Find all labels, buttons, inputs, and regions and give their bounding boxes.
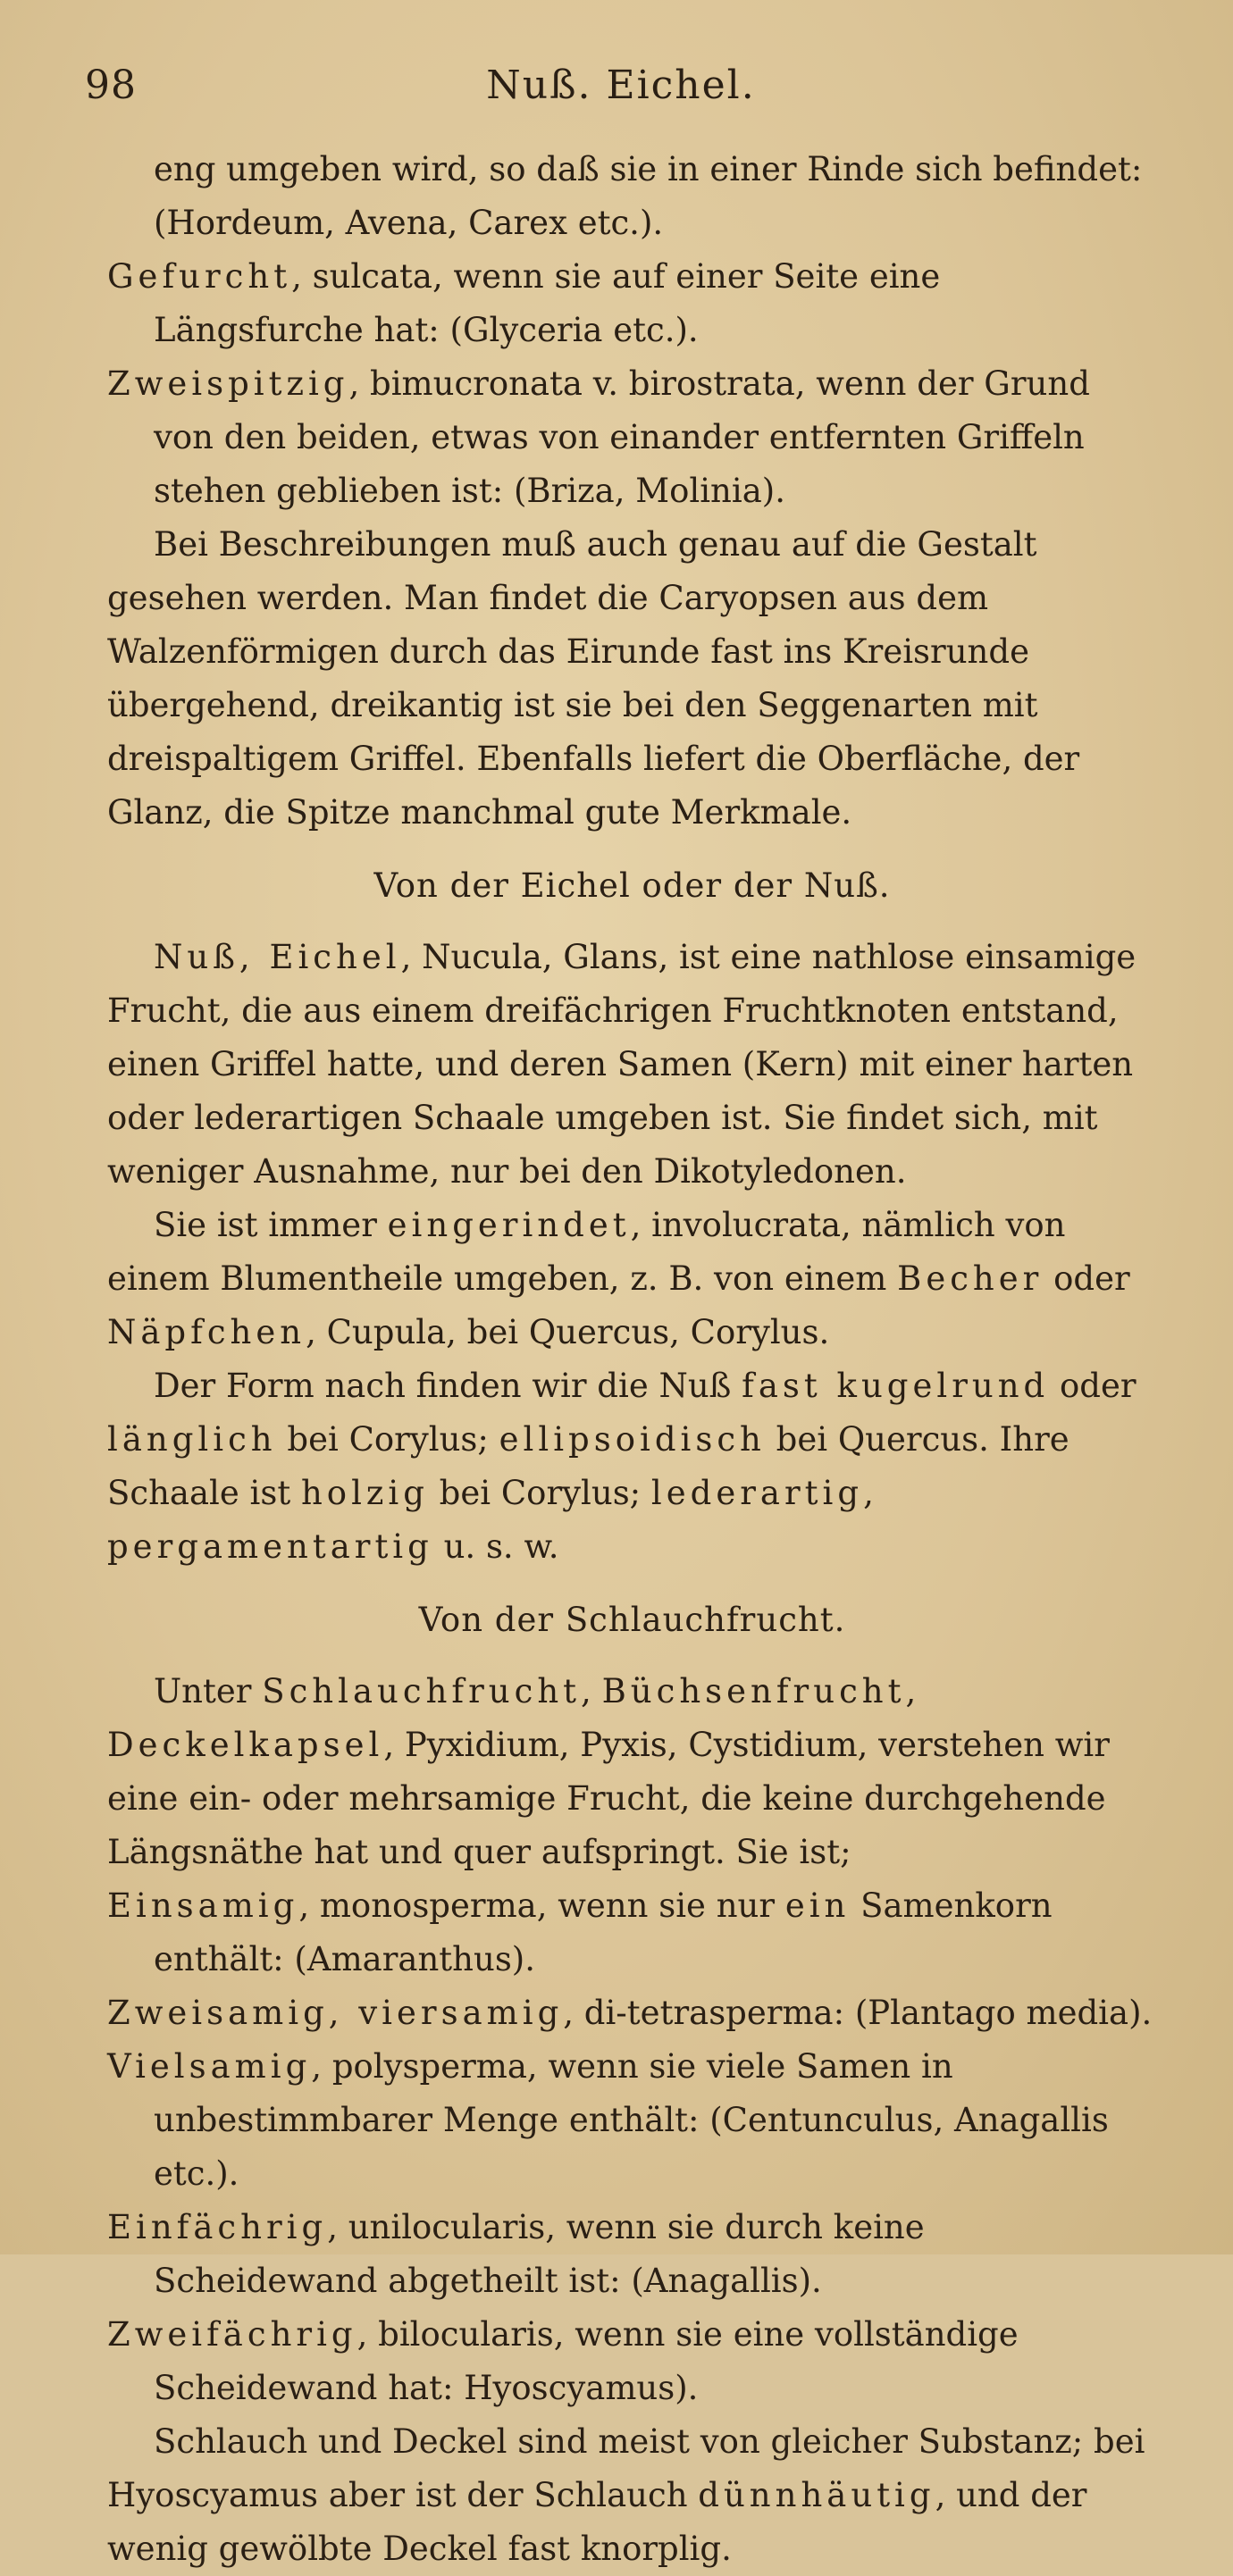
text-fragment: , Pyxidium, Pyxis, Cystidium, verstehen wir eine ein- oder mehrsamige Frucht, die keine durchgehende Längsnäthe hat und quer aufspringt. Sie ist; [107, 1726, 1110, 1871]
text-fragment: bei Corylus; [276, 1420, 499, 1459]
entry-gefurcht-text: , sulcata, wenn sie auf einer Seite eine Längsfurche hat: (Glyceria etc.). [154, 257, 941, 349]
term-deckelkapsel: Deckelkapsel [107, 1726, 384, 1764]
entry-zweispitzig [107, 357, 1157, 518]
entry-zweisamig [107, 1986, 1157, 2040]
paragraph-schlauchfrucht-definition [107, 1665, 1157, 1879]
section-heading-schlauchfrucht: Von der Schlauchfrucht. [418, 1601, 846, 1639]
term-pergamentartig: pergamentartig [107, 1527, 433, 1566]
term-buechsenfrucht: Büchsenfrucht [601, 1672, 906, 1710]
term-laenglich: länglich [107, 1420, 277, 1459]
text-fragment: u. s. w. [432, 1527, 559, 1566]
term-zweispitzig: Zweispitzig [107, 364, 349, 403]
term-lederartig: lederartig [650, 1474, 864, 1512]
text-fragment: Der Form nach finden wir die Nuß [154, 1367, 742, 1405]
text-fragment: Sie ist immer [154, 1206, 388, 1244]
text-fragment: , [863, 1474, 874, 1512]
term-schlauchfrucht: Schlauchfrucht [262, 1672, 582, 1710]
entry-einsamig [107, 1879, 1157, 1986]
text-fragment: , polysperma, wenn sie viele Samen in unbestimmbarer Menge enthält: (Centunculus, Anagallis etc.). [154, 2047, 1109, 2193]
text-fragment: , [581, 1672, 602, 1710]
term-vielsamig: Vielsamig [107, 2047, 312, 2086]
text-fragment: Schlauch und Deckel sind meist von gleicher Substanz; bei Hyoscyamus aber ist der Schlauch [107, 2422, 1145, 2514]
text-fragment: , monosperma, wenn sie nur [298, 1886, 785, 1925]
text-fragment: oder [1043, 1259, 1130, 1298]
text-fragment: oder [1049, 1367, 1137, 1405]
paragraph-caryopsis-end: eng umgeben wird, so daß sie in einer Rinde sich befindet: (Hordeum, Avena, Carex etc.). [154, 150, 1143, 242]
term-gefurcht: Gefurcht [107, 257, 292, 296]
page-body [107, 143, 1157, 2576]
term-holzig: holzig [300, 1474, 429, 1512]
term-eingerindet: eingerindet [387, 1206, 631, 1244]
text-fragment: Samenkorn enthält: (Amaranthus). [154, 1886, 1053, 1978]
paragraph-eingerindet [107, 1199, 1157, 1359]
text-fragment: , und der wenig gewölbte Deckel fast knorplig. [107, 2476, 1087, 2568]
entry-einfaechrig [107, 2201, 1157, 2308]
entry-vielsamig [107, 2040, 1157, 2201]
term-nuss-eichel: Nuß, Eichel [154, 938, 401, 976]
section-heading-nuss: Von der Eichel oder der Nuß. [373, 866, 891, 905]
text-fragment: , [905, 1672, 917, 1710]
page-number: 98 [85, 63, 137, 108]
text-fragment: , involucrata, nämlich von einem Blumentheile umgeben, z. B. von einem [107, 1206, 1066, 1298]
entry-zweispitzig-text: , bimucronata v. birostrata, wenn der Grund von den beiden, etwas von einander entfernten Griffeln stehen geblieben ist: (Briza, Molinia). [154, 364, 1090, 510]
text-fragment: bei Corylus; [428, 1474, 651, 1512]
text-fragment: , bilocularis, wenn sie eine vollständige Scheidewand hat: Hyoscyamus). [154, 2315, 1019, 2407]
paragraph-schlauch-deckel [107, 2415, 1157, 2576]
term-zweifaechrig: Zweifächrig [107, 2315, 357, 2354]
term-duennhaeutig: dünnhäutig [698, 2476, 935, 2514]
paragraph-nuss-definition [107, 931, 1157, 1199]
term-ein: ein [784, 1886, 851, 1925]
text-fragment: , unilocularis, wenn sie durch keine Scheidewand abgetheilt ist: (Anagallis). [154, 2208, 925, 2300]
text-fragment: , di-tetrasperma: (Plantago media). [563, 1994, 1153, 2032]
text-fragment: , Cupula, bei Quercus, Corylus. [306, 1313, 830, 1351]
text-fragment: bei Quercus. Ihre Schaale ist [107, 1420, 1069, 1512]
paragraph-beschreibungen: Bei Beschreibungen muß auch genau auf die Gestalt gesehen werden. Man findet die Caryopsen aus dem Walzenförmigen durch das Eirunde fast ins Kreisrunde übergehend, dreikantig ist sie bei den Seggenarten mit dreispaltigem Griffel. Ebenfalls liefert die Oberfläche, der Glanz, die Spitze manchmal gute Merkmale. [107, 525, 1080, 832]
term-einsamig: Einsamig [107, 1886, 299, 1925]
term-zweisamig: Zweisamig, viersamig [107, 1994, 564, 2032]
text-fragment: Unter [154, 1672, 263, 1710]
term-ellipsoidisch: ellipsoidisch [499, 1420, 766, 1459]
paragraph-nuss-definition-text: , Nucula, Glans, ist eine nathlose einsamige Frucht, die aus einem dreifächrigen Fruchtknoten entstand, einen Griffel hatte, und deren Samen (Kern) mit einer harten oder lederartigen Schaale umgeben ist. Sie findet sich, mit weniger Ausnahme, nur bei den Dikotyledonen. [107, 938, 1137, 1191]
term-naepfchen: Näpfchen [107, 1313, 306, 1351]
entry-zweifaechrig [107, 2308, 1157, 2415]
term-becher: Becher [897, 1259, 1044, 1298]
paragraph-form [107, 1359, 1157, 1574]
term-fast-kugelrund: fast kugelrund [742, 1367, 1050, 1405]
page-header [85, 63, 1157, 125]
running-title: Nuß. Eichel. [486, 63, 756, 108]
term-einfaechrig: Einfächrig [107, 2208, 328, 2246]
entry-gefurcht [107, 250, 1157, 357]
